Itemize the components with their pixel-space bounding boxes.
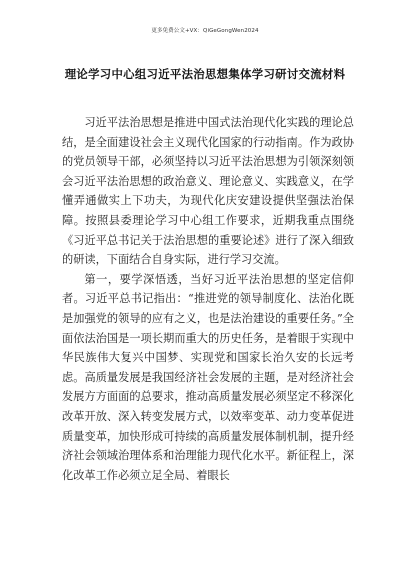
document-body	[62, 113, 354, 485]
paragraph-first-point: 第一，要学深悟透，当好习近平法治思想的坚定信仰者。习近平总书记指出：“推进党的领导制度化、法治化既是加强党的领导的应有之义，也是法治建设的重要任务。”全面依法治国是一项长期而重大的历史任务，是着眼于实现中华民族伟大复兴中国梦、实现党和国家长治久安的长远考虑。高质量发展是我国经济社会发展的主题，是对经济社会发展方方面面的总要求，推动高质量发展必须坚定不移深化改革开放、深入转变发展方式，以效率变革、动力变革促进质量变革，加快形成可持续的高质量发展体制机制，提升经济社会领域治理体系和治理能力现代化水平。新征程上，深化改革工作必须立足全局、着眼长	[62, 272, 354, 482]
document-title: 理论学习中心组习近平法治思想集体学习研讨交流材料	[64, 67, 346, 81]
paragraph-intro: 习近平法治思想是推进中国式法治现代化实践的理论总结，是全面建设社会主义现代化国家的行动指南。作为政协的党员领导干部，必须坚持以习近平法治思想为引领深刻领会习近平法治思想的政治意义、理论意义、实践意义，在学懂弄通做实上下功夫，为现代化庆安建设提供坚强法治保障。按照县委理论学习中心组工作要求，近期我重点围绕《习近平总书记关于法治思想的重要论述》进行了深入细致的研读，下面结合自身实际，进行学习交流。	[62, 116, 354, 267]
header-note: 更多免费公文+VX：QiGeGongWen2024	[151, 28, 259, 34]
